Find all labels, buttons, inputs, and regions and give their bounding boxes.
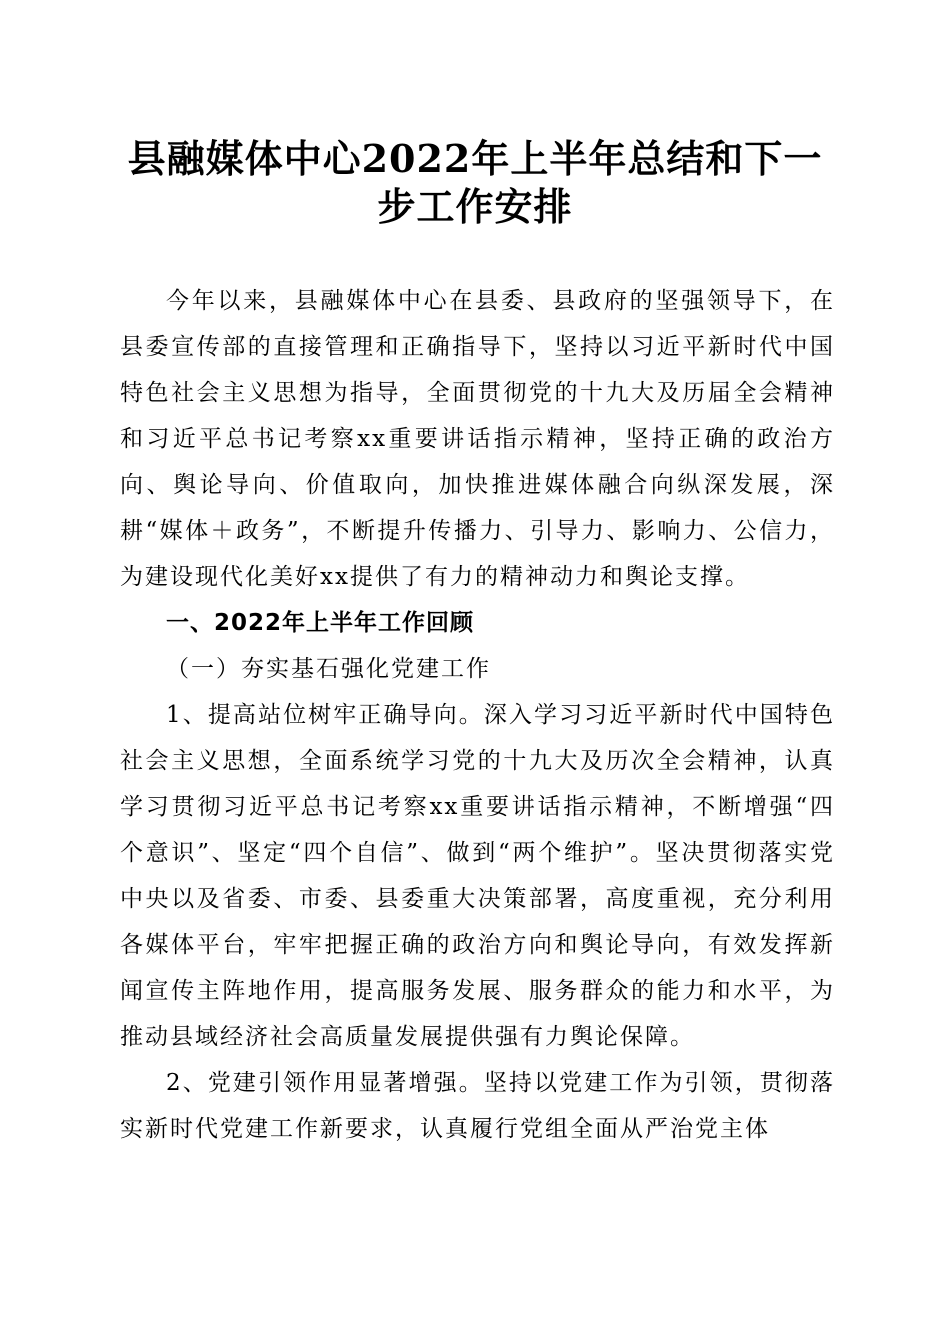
- document-title: 县融媒体中心2022年上半年总结和下一步工作安排: [127, 136, 823, 229]
- subsection-heading: （一）夯实基石强化党建工作: [166, 656, 491, 682]
- section-heading: 一、2022年上半年工作回顾: [166, 610, 475, 636]
- intro-paragraph: 今年以来，县融媒体中心在县委、县政府的坚强领导下，在县委宣传部的直接管理和正确指导下，坚持以习近平新时代中国特色社会主义思想为指导，全面贯彻党的十九大及历届全会精神和习近平总书记考察xx重要讲话指示精神，坚持正确的政治方向、舆论导向、价值取向，加快推进媒体融合向纵深发展，深耕“媒体＋政务”，不断提升传播力、引导力、影响力、公信力，为建设现代化美好xx提供了有力的精神动力和舆论支撑。: [120, 288, 835, 590]
- body-paragraph: 1、提高站位树牢正确导向。深入学习习近平新时代中国特色社会主义思想，全面系统学习党的十九大及历次全会精神，认真学习贯彻习近平总书记考察xx重要讲话指示精神，不断增强“四个意识”、坚定“四个自信”、做到“两个维护”。坚决贯彻落实党中央以及省委、市委、县委重大决策部署，高度重视，充分利用各媒体平台，牢牢把握正确的政治方向和舆论导向，有效发挥新闻宣传主阵地作用，提高服务发展、服务群众的能力和水平，为推动县域经济社会高质量发展提供强有力舆论保障。: [120, 702, 835, 1050]
- body-paragraph: 2、党建引领作用显著增强。坚持以党建工作为引领，贯彻落实新时代党建工作新要求，认真履行党组全面从严治党主体: [120, 1070, 835, 1142]
- document-body: [120, 278, 835, 1152]
